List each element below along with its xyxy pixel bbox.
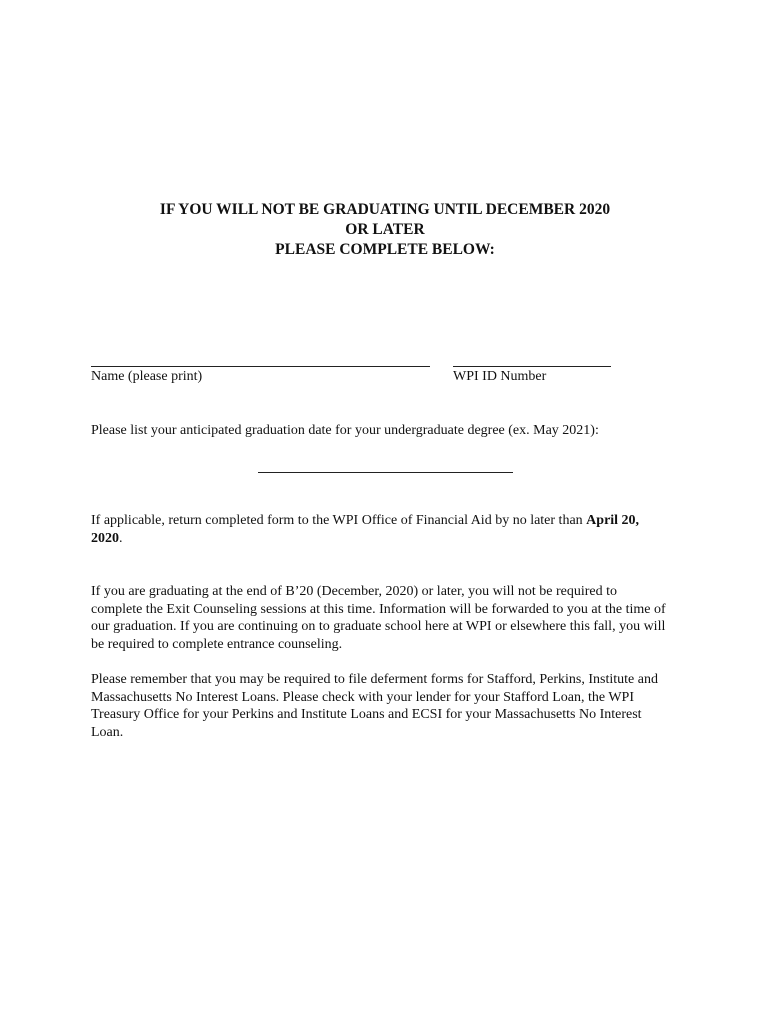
deferment-paragraph: Please remember that you may be required to file deferment forms for Stafford, Perkins, Institute and Massachusetts No Interest Loans. Please check with your lender for your Stafford Loan, the WPI Treasury Office for your Perkins and Institute Loans and ECSI for your Massachusetts No Interest Loan.: [91, 672, 658, 740]
name-field-label: Name (please print): [91, 369, 203, 384]
exit-counseling-paragraph: If you are graduating at the end of B’20 (December, 2020) or later, you will not be required to complete the Exit Counseling sessions at this time. Information will be forwarded to you at the time of our graduation. If you are continuing on to graduate school here at WPI or elsewhere this fall, you will be required to complete entrance counseling.: [91, 584, 666, 652]
return-notice-text: If applicable, return completed form to the WPI Office of Financial Aid by no later than: [91, 513, 587, 528]
wpi-id-signature-line[interactable]: [453, 366, 611, 367]
form-heading: [0, 200, 770, 260]
graduation-date-line[interactable]: [258, 472, 513, 473]
return-deadline-date: April 20, 2020: [91, 513, 640, 546]
graduation-date-prompt: Please list your anticipated graduation date for your undergraduate degree (ex. May 2021):: [91, 423, 599, 438]
heading-line-2: OR LATER: [345, 221, 425, 238]
return-notice-end: .: [119, 530, 123, 546]
return-deadline-notice: [91, 512, 671, 547]
heading-line-3: PLEASE COMPLETE BELOW:: [275, 241, 495, 258]
heading-line-1: IF YOU WILL NOT BE GRADUATING UNTIL DECEMBER 2020: [159, 201, 611, 218]
wpi-id-field-label: WPI ID Number: [453, 369, 547, 384]
name-signature-line[interactable]: [91, 366, 430, 367]
